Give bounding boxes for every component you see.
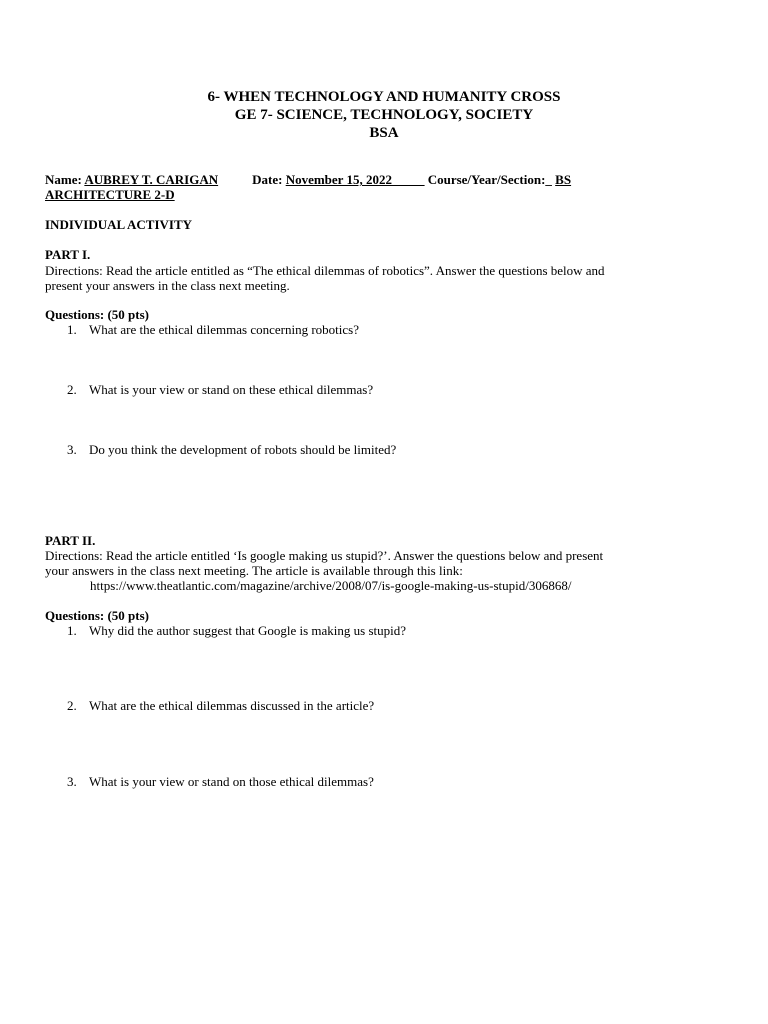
question-text: What are the ethical dilemmas discussed in the article?: [89, 698, 375, 713]
question-text: What is your view or stand on these ethical dilemmas?: [89, 382, 374, 397]
header-program: BSA: [369, 125, 399, 141]
part1-questions-heading: Questions: (50 pts): [45, 307, 150, 322]
course-label: Course/Year/Section:_: [427, 172, 556, 187]
question-number: 1.: [67, 322, 77, 337]
part2-question-2: [67, 698, 374, 713]
question-text: What is your view or stand on those ethical dilemmas?: [89, 774, 374, 789]
date-value: November 15, 2022_____: [285, 172, 425, 187]
course-value-continued: [45, 187, 175, 202]
question-text: What are the ethical dilemmas concerning robotics?: [89, 322, 359, 337]
part1-directions-line2: present your answers in the class next meeting.: [45, 278, 290, 293]
part1-question-3: [67, 442, 396, 457]
question-number: 1.: [67, 623, 77, 638]
course-value-part2: ARCHITECTURE 2-D: [45, 187, 175, 202]
question-number: 3.: [67, 774, 77, 789]
part1-question-1: [67, 322, 359, 337]
part2-question-1: [67, 623, 406, 638]
part2-questions-heading: Questions: (50 pts): [45, 608, 150, 623]
document-header: [0, 88, 768, 142]
part2-heading: PART II.: [45, 533, 96, 548]
part1-directions-line1: Directions: Read the article entitled as “The ethical dilemmas of robotics”. Answer the questions below and: [45, 263, 605, 278]
article-link[interactable]: https://www.theatlantic.com/magazine/archive/2008/07/is-google-making-us-stupid/306868/: [90, 578, 572, 593]
part2-directions-line2: your answers in the class next meeting. The article is available through this link:: [45, 563, 463, 578]
part2-directions-line1: Directions: Read the article entitled ‘Is google making us stupid?’. Answer the questions below and present: [45, 548, 604, 563]
question-number: 2.: [67, 698, 77, 713]
question-text: Why did the author suggest that Google is making us stupid?: [89, 623, 407, 638]
question-text: Do you think the development of robots should be limited?: [89, 442, 397, 457]
part1-heading: PART I.: [45, 247, 91, 262]
header-topic: 6- WHEN TECHNOLOGY AND HUMANITY CROSS: [207, 89, 561, 105]
course-value-part1: BS: [555, 172, 572, 187]
question-number: 2.: [67, 382, 77, 397]
name-value: AUBREY T. CARIGAN: [84, 172, 219, 187]
part1-question-2: [67, 382, 373, 397]
date-label: Date:: [252, 172, 286, 187]
student-info-line: [45, 172, 571, 187]
question-number: 3.: [67, 442, 77, 457]
activity-title: INDIVIDUAL ACTIVITY: [45, 217, 193, 232]
header-course: GE 7- SCIENCE, TECHNOLOGY, SOCIETY: [234, 107, 534, 123]
part2-question-3: [67, 774, 374, 789]
name-label: Name:: [45, 172, 85, 187]
